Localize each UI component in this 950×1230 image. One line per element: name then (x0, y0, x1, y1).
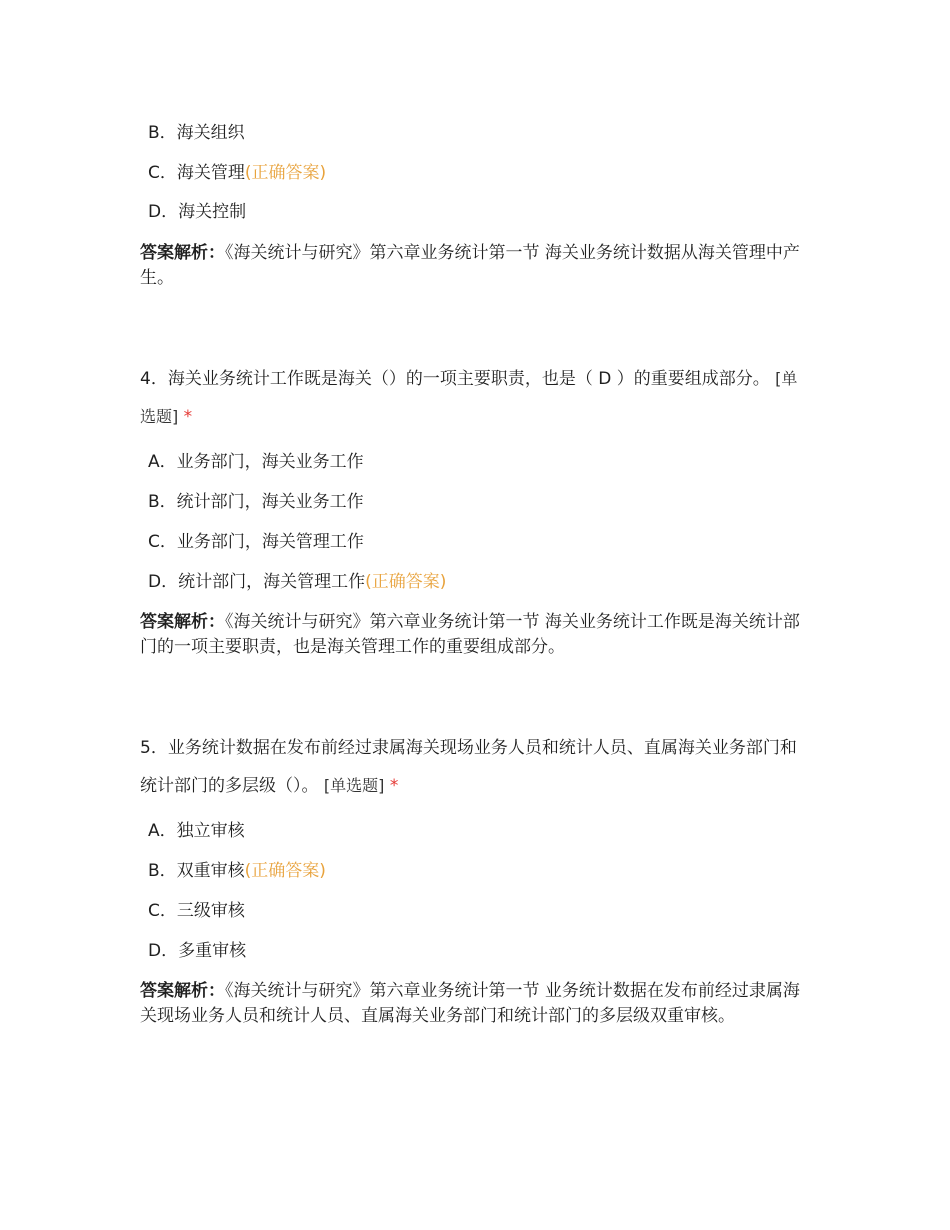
analysis-text: 《海关统计与研究》第六章业务统计第一节 业务统计数据在发布前经过隶属海关现场业务人员和统计人员、直属海关业务部门和统计部门的多层级双重审核。 (140, 981, 800, 1026)
q4-answer-analysis (140, 610, 812, 660)
option-letter: B． (148, 123, 177, 143)
option-letter: D． (148, 941, 179, 961)
option-letter: D． (148, 572, 179, 592)
option-text: 海关控制 (178, 202, 247, 222)
option-letter: C． (148, 532, 177, 552)
correct-answer-marker: (正确答案) (244, 163, 327, 183)
q5-answer-analysis (140, 979, 812, 1029)
option-letter: B． (148, 492, 177, 512)
q5-option-c (148, 899, 245, 923)
correct-answer-marker: (正确答案) (244, 861, 326, 881)
option-text: 海关组织 (176, 123, 245, 143)
option-letter: C． (148, 901, 177, 921)
question-number: 5． (140, 738, 168, 758)
option-text: 独立审核 (176, 821, 245, 841)
option-letter: B． (148, 861, 177, 881)
question-type: [单选题] (140, 369, 798, 426)
option-text: 双重审核 (176, 861, 245, 881)
analysis-label: 答案解析： (140, 243, 225, 263)
option-letter: A． (148, 821, 177, 841)
q4-option-d (148, 570, 446, 594)
option-text: 统计部门，海关管理工作 (178, 572, 366, 592)
q5-stem (140, 729, 812, 805)
analysis-text: 《海关统计与研究》第六章业务统计第一节 海关业务统计工作既是海关统计部门的一项主要职责，也是海关管理工作的重要组成部分。 (140, 612, 800, 657)
option-text: 三级审核 (176, 901, 245, 921)
option-text: 业务部门，海关业务工作 (176, 452, 364, 472)
option-letter: C． (148, 163, 177, 183)
required-marker: * (389, 776, 399, 796)
analysis-label: 答案解析： (140, 612, 225, 632)
q5-option-a (148, 819, 245, 843)
q4-option-b (148, 490, 364, 514)
question-type: [单选题] (323, 776, 385, 795)
correct-answer-marker: (正确答案) (365, 572, 447, 592)
q4-stem (140, 360, 812, 436)
question-text: 海关业务统计工作既是海关（）的一项主要职责，也是（ D ）的重要组成部分。 (167, 369, 770, 389)
analysis-label: 答案解析： (140, 981, 225, 1001)
q4-option-a (148, 450, 364, 474)
analysis-text: 《海关统计与研究》第六章业务统计第一节 海关业务统计数据从海关管理中产生。 (140, 243, 800, 288)
q5-option-b (148, 859, 326, 883)
question-number: 4． (140, 369, 168, 389)
required-marker: * (183, 407, 193, 427)
q3-option-d (148, 200, 246, 224)
q3-option-b (148, 121, 245, 145)
option-letter: D． (148, 202, 179, 222)
option-text: 业务部门，海关管理工作 (176, 532, 364, 552)
option-text: 海关管理 (176, 163, 245, 183)
option-text: 统计部门，海关业务工作 (176, 492, 364, 512)
option-letter: A． (148, 452, 177, 472)
q3-option-c (148, 161, 326, 185)
option-text: 多重审核 (178, 941, 247, 961)
q5-option-d (148, 939, 246, 963)
q4-option-c (148, 530, 364, 554)
q3-answer-analysis (140, 241, 812, 291)
question-text: 业务统计数据在发布前经过隶属海关现场业务人员和统计人员、直属海关业务部门和统计部门的多层级（）。 (140, 738, 797, 796)
